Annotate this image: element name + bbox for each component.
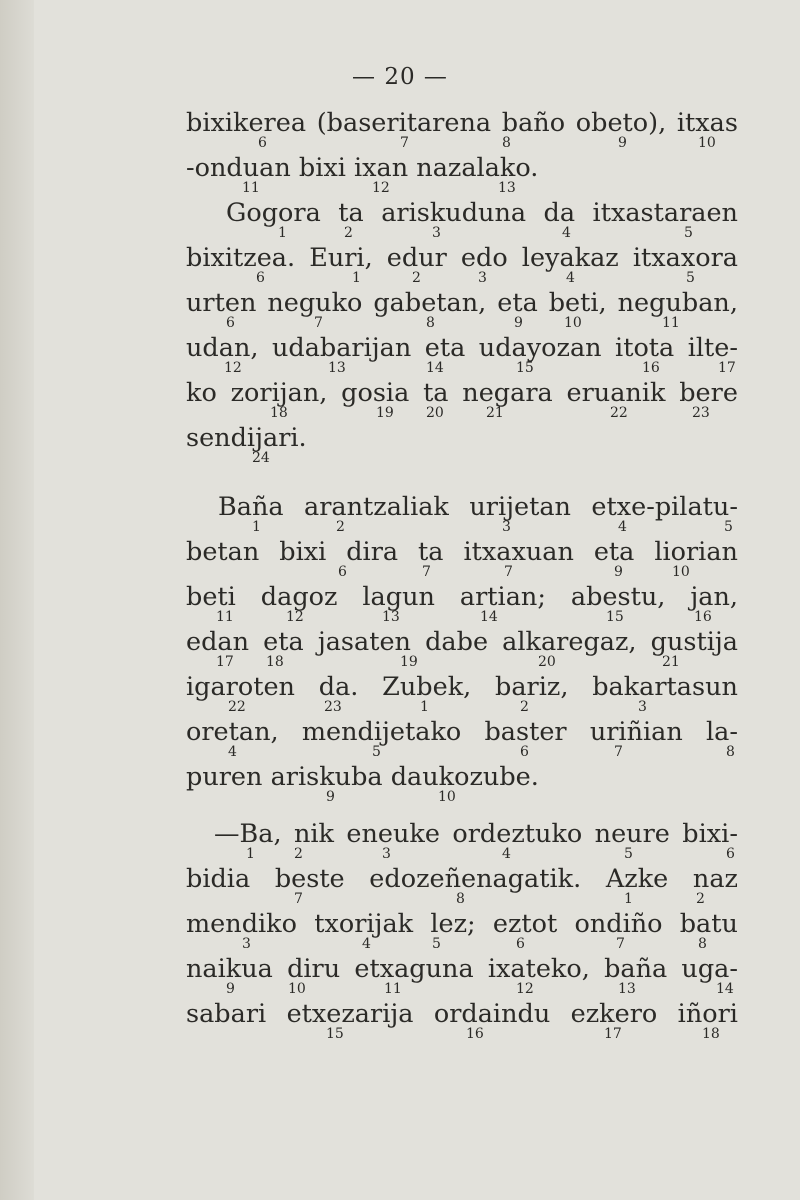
word: Gogora	[226, 198, 321, 228]
word-number: 9	[226, 981, 235, 997]
word: eneuke	[346, 819, 440, 849]
word-number: 13	[328, 360, 346, 376]
word-number: 13	[498, 180, 516, 196]
word-number: 16	[466, 1026, 484, 1042]
word: lagun	[362, 582, 435, 612]
word-number: 7	[294, 891, 303, 907]
word-number: 3	[242, 936, 251, 952]
word: mendiko	[186, 909, 297, 939]
word: gabetan,	[373, 288, 487, 318]
word-number: 5	[372, 744, 381, 760]
word-number: 3	[638, 699, 647, 715]
word-number: 5	[624, 846, 633, 862]
word: naz	[692, 864, 738, 894]
text-line	[186, 717, 738, 762]
word-number: 14	[426, 360, 444, 376]
word: dabe	[425, 627, 489, 657]
word-number: 13	[382, 609, 400, 625]
line-words	[186, 537, 738, 567]
word: neure	[594, 819, 670, 849]
word: Euri,	[309, 243, 373, 273]
word: ariskuba	[270, 762, 383, 792]
text-line	[186, 627, 738, 672]
word-number: 18	[270, 405, 288, 421]
word-number: 18	[702, 1026, 720, 1042]
word-number: 10	[698, 135, 716, 151]
word-number: 14	[480, 609, 498, 625]
page-number: — 20 —	[352, 64, 448, 90]
word: edur	[386, 243, 447, 273]
word-number: 6	[226, 315, 235, 331]
word: udabarijan	[271, 333, 412, 363]
word: negara	[462, 378, 553, 408]
word-number: 4	[618, 519, 627, 535]
word-number: 9	[326, 789, 335, 805]
word-number: 3	[382, 846, 391, 862]
body-text	[186, 108, 738, 1044]
word: ordeztuko	[452, 819, 583, 849]
word-number: 8	[456, 891, 465, 907]
paragraph-gap	[186, 807, 738, 819]
line-words	[186, 717, 738, 747]
word-number: 2	[336, 519, 345, 535]
word-number: 8	[726, 744, 735, 760]
word: dagoz	[260, 582, 338, 612]
word-number: 7	[314, 315, 323, 331]
word: da.	[318, 672, 359, 702]
paragraph-gap	[186, 468, 738, 492]
word: betan	[186, 537, 260, 567]
word: jan,	[690, 582, 738, 612]
word-number: 11	[384, 981, 402, 997]
word-number: 23	[324, 699, 342, 715]
text-line	[186, 288, 738, 333]
line-words	[186, 108, 738, 138]
word-number: 6	[256, 270, 265, 286]
word-number: 6	[726, 846, 735, 862]
word: liorian	[654, 537, 738, 567]
word-number: 23	[692, 405, 710, 421]
word: nik	[293, 819, 334, 849]
word-number: 24	[252, 450, 270, 466]
word: artian;	[459, 582, 546, 612]
word: bariz,	[495, 672, 569, 702]
word: zorijan,	[230, 378, 328, 408]
word: —Ba,	[214, 819, 282, 849]
word-number: 12	[516, 981, 534, 997]
word-number: 12	[224, 360, 242, 376]
word-number: 10	[438, 789, 456, 805]
word-number: 9	[614, 564, 623, 580]
line-words	[186, 672, 738, 702]
text-line	[186, 819, 738, 864]
word-number: 15	[606, 609, 624, 625]
word-number: 5	[686, 270, 695, 286]
word-number: 1	[278, 225, 287, 241]
line-words	[186, 999, 738, 1029]
word-number: 6	[520, 744, 529, 760]
word-number: 8	[698, 936, 707, 952]
text-line	[186, 864, 738, 909]
word: Baña	[218, 492, 284, 522]
word: lez;	[430, 909, 476, 939]
text-line	[186, 108, 738, 153]
word-number: 20	[538, 654, 556, 670]
line-words	[218, 492, 738, 522]
line-words	[186, 864, 738, 894]
word-number: 17	[216, 654, 234, 670]
word-number: 16	[694, 609, 712, 625]
word: baster	[484, 717, 567, 747]
word-number: 3	[478, 270, 487, 286]
word-number: 16	[642, 360, 660, 376]
word-number: 3	[432, 225, 441, 241]
line-words	[186, 378, 738, 408]
word: leyakaz	[521, 243, 619, 273]
word: bixitzea.	[186, 243, 296, 273]
line-words	[186, 582, 738, 612]
line-words	[214, 819, 738, 849]
text-line	[186, 492, 738, 537]
line-words	[186, 954, 738, 984]
text-line	[186, 198, 738, 243]
word-number: 1	[420, 699, 429, 715]
word-number: 4	[502, 846, 511, 862]
word-number: 7	[616, 936, 625, 952]
word-number: 5	[684, 225, 693, 241]
word-number: 6	[258, 135, 267, 151]
word-number: 12	[286, 609, 304, 625]
word-number: 8	[426, 315, 435, 331]
word-number: 15	[516, 360, 534, 376]
word-number: 5	[724, 519, 733, 535]
text-line	[186, 333, 738, 378]
word: jasaten	[317, 627, 411, 657]
word: udayozan	[478, 333, 602, 363]
word: baña	[604, 954, 668, 984]
word: ondiño	[574, 909, 663, 939]
word: gustija	[650, 627, 738, 657]
word: edozeñenagatik.	[369, 864, 582, 894]
word: (baseritarena	[316, 108, 492, 138]
text-line	[186, 537, 738, 582]
word: mendijetako	[301, 717, 462, 747]
word-number: 2	[344, 225, 353, 241]
word-number: 13	[618, 981, 636, 997]
word: urten	[186, 288, 257, 318]
word: obeto),	[575, 108, 667, 138]
word: sabari	[186, 999, 267, 1029]
word: ko	[186, 378, 217, 408]
line-words	[186, 762, 738, 792]
line-words	[186, 423, 738, 453]
word: bixi	[279, 537, 327, 567]
word: uriñian	[589, 717, 683, 747]
word-number: 11	[662, 315, 680, 331]
word: Azke	[605, 864, 669, 894]
word-number: 1	[246, 846, 255, 862]
word: dira	[346, 537, 399, 567]
word-number: 11	[242, 180, 260, 196]
word-number: 4	[362, 936, 371, 952]
word-number: 1	[252, 519, 261, 535]
word: gosia	[341, 378, 410, 408]
text-line	[186, 153, 738, 198]
word-number: 1	[352, 270, 361, 286]
word-number: 2	[412, 270, 421, 286]
line-words	[186, 243, 738, 273]
line-words	[186, 627, 738, 657]
word: bixi-	[682, 819, 738, 849]
text-line	[186, 999, 738, 1044]
word: diru	[287, 954, 341, 984]
word-number: 10	[672, 564, 690, 580]
word: ixan	[354, 153, 409, 183]
page-edge	[0, 0, 34, 1200]
word-number: 4	[562, 225, 571, 241]
word: bidia	[186, 864, 251, 894]
word-number: 12	[372, 180, 390, 196]
word: bixikerea	[186, 108, 307, 138]
word: abestu,	[570, 582, 666, 612]
word-number: 7	[400, 135, 409, 151]
word: beti,	[548, 288, 607, 318]
word: naikua	[186, 954, 273, 984]
word: etxe-pilatu-	[591, 492, 738, 522]
word: itxas	[676, 108, 738, 138]
word-number: 20	[426, 405, 444, 421]
word: eta	[497, 288, 538, 318]
word: eta	[593, 537, 635, 567]
word: txorijak	[314, 909, 414, 939]
word-number: 17	[718, 360, 736, 376]
word: edo	[460, 243, 508, 273]
word-number: 18	[266, 654, 284, 670]
word: da	[543, 198, 576, 228]
word-number: 6	[516, 936, 525, 952]
word-number: 4	[228, 744, 237, 760]
word: ordaindu	[433, 999, 551, 1029]
word-number: 19	[376, 405, 394, 421]
word-number: 7	[614, 744, 623, 760]
word: bere	[679, 378, 738, 408]
word: baño	[501, 108, 566, 138]
text-line	[186, 954, 738, 999]
word-number: 4	[566, 270, 575, 286]
word: itxaxora	[632, 243, 738, 273]
word: beste	[274, 864, 345, 894]
word: eta	[424, 333, 466, 363]
word: daukozube.	[390, 762, 539, 792]
word: itxaxuan	[463, 537, 574, 567]
word-number: 15	[326, 1026, 344, 1042]
line-words	[186, 333, 738, 363]
word-number: 7	[422, 564, 431, 580]
word-number: 3	[502, 519, 511, 535]
word: itota	[615, 333, 675, 363]
word-number: 10	[564, 315, 582, 331]
line-words	[186, 288, 738, 318]
word-number: 9	[514, 315, 523, 331]
word: arantzaliak	[304, 492, 449, 522]
word: ixateko,	[487, 954, 590, 984]
word: batu	[679, 909, 738, 939]
word-number: 19	[400, 654, 418, 670]
word-number: 9	[618, 135, 627, 151]
line-words	[186, 153, 738, 183]
word: ta	[338, 198, 364, 228]
word: eta	[263, 627, 304, 657]
word: neguban,	[617, 288, 738, 318]
word: alkaregaz,	[502, 627, 637, 657]
word-number: 2	[696, 891, 705, 907]
word: iñori	[677, 999, 738, 1029]
text-line	[186, 672, 738, 717]
text-line	[186, 243, 738, 288]
word: ezkero	[570, 999, 658, 1029]
word: bakartasun	[592, 672, 738, 702]
word: ilte-	[687, 333, 738, 363]
word: sendijari.	[186, 423, 307, 453]
text-line	[186, 582, 738, 627]
word-number: 17	[604, 1026, 622, 1042]
word: edan	[186, 627, 250, 657]
word: puren	[186, 762, 263, 792]
word: urijetan	[469, 492, 571, 522]
text-line	[186, 423, 738, 468]
word: udan,	[186, 333, 259, 363]
word-number: 21	[662, 654, 680, 670]
word: igaroten	[186, 672, 295, 702]
word: ta	[418, 537, 444, 567]
word: Zubek,	[382, 672, 472, 702]
word: beti	[186, 582, 236, 612]
word-number: 22	[228, 699, 246, 715]
word-number: 14	[716, 981, 734, 997]
word-number: 10	[288, 981, 306, 997]
word: ariskuduna	[381, 198, 527, 228]
word-number: 8	[502, 135, 511, 151]
word-number: 11	[216, 609, 234, 625]
text-line	[186, 378, 738, 423]
word: itxastaraen	[592, 198, 738, 228]
word: nazalako.	[416, 153, 539, 183]
word: ta	[423, 378, 449, 408]
line-words	[226, 198, 738, 228]
word: eruanik	[566, 378, 666, 408]
text-line	[186, 762, 738, 807]
word: la-	[706, 717, 738, 747]
line-words	[186, 909, 738, 939]
text-line	[186, 909, 738, 954]
word: -onduan	[186, 153, 291, 183]
word: etxezarija	[286, 999, 414, 1029]
word: neguko	[267, 288, 363, 318]
word-number: 6	[338, 564, 347, 580]
word: oretan,	[186, 717, 279, 747]
word: uga-	[681, 954, 738, 984]
word-number: 21	[486, 405, 504, 421]
word-number: 1	[624, 891, 633, 907]
word-number: 7	[504, 564, 513, 580]
word-number: 2	[294, 846, 303, 862]
word-number: 5	[432, 936, 441, 952]
word: etxaguna	[354, 954, 474, 984]
word-number: 2	[520, 699, 529, 715]
word: eztot	[492, 909, 558, 939]
word-number: 22	[610, 405, 628, 421]
word: bixi	[298, 153, 346, 183]
